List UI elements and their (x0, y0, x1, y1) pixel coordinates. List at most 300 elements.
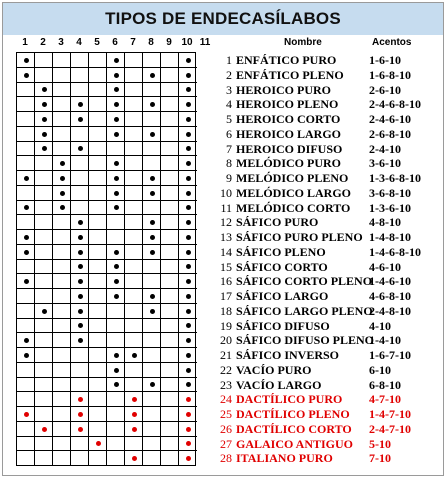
grid-cell (89, 156, 107, 171)
grid-cell (89, 230, 107, 245)
grid-cell (53, 142, 71, 157)
stress-dot (186, 102, 191, 107)
row-number: 17 (220, 289, 232, 303)
accent-pattern: 1-4-6-10 (369, 274, 411, 289)
grid-cell (125, 142, 143, 157)
verse-type-name: MELÓDICO PLENO (236, 171, 349, 185)
accent-pattern: 6-10 (369, 362, 391, 377)
grid-cell (17, 422, 35, 437)
grid-cell (53, 333, 71, 348)
name-column-header: Nombre (284, 37, 322, 48)
accent-pattern: 4-10 (369, 318, 391, 333)
row-number: 22 (220, 362, 232, 377)
grid-cell (161, 230, 179, 245)
grid-cell (161, 156, 179, 171)
grid-cell (53, 127, 71, 142)
stress-dot (186, 191, 191, 196)
verse-type-name: HEROICO DIFUSO (236, 141, 343, 156)
verse-type-name: MELÓDICO LARGO (236, 185, 352, 200)
accent-pattern: 4-6-8-10 (369, 289, 411, 303)
grid-cell (71, 171, 89, 186)
stress-dot (114, 161, 119, 166)
stress-dot (132, 456, 137, 461)
grid-cell (71, 127, 89, 142)
grid-cell (161, 319, 179, 334)
stress-dot (150, 132, 155, 137)
grid-cell (89, 407, 107, 422)
grid-cell (161, 437, 179, 452)
stress-dot (60, 191, 65, 196)
stress-dot (150, 309, 155, 314)
stress-dot (132, 397, 137, 402)
verse-type-name: HEROICO PLENO (236, 97, 339, 112)
grid-cell (53, 260, 71, 275)
row-number: 12 (220, 215, 232, 230)
grid-cell (161, 422, 179, 437)
grid-cell (143, 363, 161, 378)
grid-cell (89, 304, 107, 319)
grid-cell (161, 201, 179, 216)
stress-dot (186, 132, 191, 137)
stress-dot (186, 338, 191, 343)
row-number: 23 (220, 377, 232, 392)
stress-dot (42, 309, 47, 314)
accents-column-header: Acentos (372, 37, 412, 48)
stress-dot (114, 58, 119, 63)
row-number: 5 (226, 112, 232, 126)
stress-dot (186, 264, 191, 269)
stress-dot (24, 176, 29, 181)
stress-dot (78, 427, 83, 432)
grid-cell (71, 83, 89, 98)
grid-cell (53, 97, 71, 112)
grid-cell (161, 392, 179, 407)
stress-dot (96, 441, 101, 446)
row-number: 15 (220, 259, 232, 274)
column-number: 6 (112, 37, 118, 48)
stress-dot (114, 132, 119, 137)
grid-cell (161, 245, 179, 260)
grid-cell (71, 68, 89, 83)
stress-dot (114, 87, 119, 92)
grid-cell (17, 112, 35, 127)
grid-cell (89, 392, 107, 407)
grid-cell (125, 215, 143, 230)
grid-cell (35, 451, 53, 466)
grid-cell (143, 142, 161, 157)
column-number: 11 (199, 37, 211, 48)
grid-cell (53, 451, 71, 466)
verse-type-name: SÁFICO LARGO (236, 289, 329, 303)
grid-cell (53, 245, 71, 260)
accent-pattern: 1-4-6-8-10 (369, 244, 421, 259)
grid-cell (161, 378, 179, 393)
verse-type-name: VACÍO LARGO (236, 377, 322, 392)
row-number: 2 (226, 67, 232, 82)
grid-cell (53, 319, 71, 334)
grid-cell (89, 245, 107, 260)
stress-dot (150, 220, 155, 225)
grid-cell (125, 186, 143, 201)
stress-dot (186, 382, 191, 387)
grid-cell (125, 97, 143, 112)
grid-cell (161, 186, 179, 201)
stress-dot (186, 87, 191, 92)
grid-cell (89, 68, 107, 83)
stress-dot (150, 102, 155, 107)
grid-cell (17, 289, 35, 304)
stress-dot (24, 205, 29, 210)
grid-cell (125, 274, 143, 289)
stress-dot (78, 412, 83, 417)
grid-cell (107, 230, 125, 245)
grid-cell (53, 83, 71, 98)
grid-cell (143, 407, 161, 422)
stress-dot (78, 397, 83, 402)
grid-cell (89, 422, 107, 437)
stress-dot (114, 102, 119, 107)
row-number: 3 (226, 82, 232, 97)
grid-cell (89, 363, 107, 378)
grid-cell (107, 422, 125, 437)
grid-cell (107, 437, 125, 452)
syllable-grid (16, 52, 196, 466)
grid-cell (143, 437, 161, 452)
verse-type-name: SÁFICO PURO PLENO (236, 230, 363, 244)
grid-cell (53, 304, 71, 319)
grid-cell (125, 68, 143, 83)
grid-cell (53, 363, 71, 378)
stress-dot (114, 205, 119, 210)
grid-cell (161, 53, 179, 68)
stress-dot (24, 412, 29, 417)
grid-cell (125, 363, 143, 378)
grid-cell (89, 378, 107, 393)
stress-dot (24, 250, 29, 255)
verse-type-name: DACTÍLICO PLENO (236, 407, 350, 421)
stress-dot (78, 117, 83, 122)
row-number: 26 (220, 421, 232, 436)
grid-cell (89, 289, 107, 304)
stress-dot (78, 279, 83, 284)
stress-dot (186, 427, 191, 432)
grid-cell (71, 53, 89, 68)
row-number: 1 (226, 53, 232, 67)
grid-cell (107, 392, 125, 407)
accent-pattern: 1-4-10 (369, 333, 401, 348)
grid-cell (161, 83, 179, 98)
grid-cell (161, 407, 179, 422)
stress-dot (78, 220, 83, 225)
verse-type-name: SÁFICO DIFUSO PLENO (236, 333, 375, 348)
grid-cell (89, 348, 107, 363)
grid-cell (17, 392, 35, 407)
verse-type-name: SÁFICO CORTO (236, 259, 328, 274)
stress-dot (150, 191, 155, 196)
column-number: 5 (94, 37, 100, 48)
stress-dot (114, 191, 119, 196)
grid-cell (125, 53, 143, 68)
grid-cell (53, 407, 71, 422)
grid-cell (35, 230, 53, 245)
grid-cell (53, 392, 71, 407)
grid-cell (143, 348, 161, 363)
grid-cell (125, 156, 143, 171)
row-number: 4 (226, 97, 232, 112)
grid-cell (161, 68, 179, 83)
grid-cell (89, 201, 107, 216)
accent-pattern: 4-6-10 (369, 259, 401, 274)
stress-dot (24, 235, 29, 240)
grid-cell (17, 319, 35, 334)
accent-pattern: 2-4-6-8-10 (369, 97, 421, 112)
grid-cell (35, 274, 53, 289)
grid-cell (89, 83, 107, 98)
grid-cell (125, 304, 143, 319)
stress-dot (60, 205, 65, 210)
stress-dot (186, 309, 191, 314)
accent-pattern: 1-6-7-10 (369, 348, 411, 362)
verse-type-name: ITALIANO PURO (236, 451, 333, 466)
stress-dot (186, 220, 191, 225)
stress-dot (150, 382, 155, 387)
grid-cell (161, 97, 179, 112)
grid-cell (53, 437, 71, 452)
grid-cell (35, 186, 53, 201)
accent-pattern: 2-6-8-10 (369, 126, 411, 141)
row-number: 13 (220, 230, 232, 244)
grid-cell (161, 260, 179, 275)
stress-dot (132, 412, 137, 417)
grid-cell (53, 378, 71, 393)
grid-cell (125, 333, 143, 348)
row-number: 11 (220, 200, 232, 215)
grid-cell (89, 171, 107, 186)
page-title: TIPOS DE ENDECASÍLABOS (3, 3, 443, 35)
verse-type-name: GALAICO ANTIGUO (236, 436, 354, 451)
grid-cell (89, 274, 107, 289)
grid-cell (89, 260, 107, 275)
grid-cell (17, 215, 35, 230)
stress-dot (186, 205, 191, 210)
stress-dot (24, 338, 29, 343)
grid-cell (143, 201, 161, 216)
grid-cell (143, 319, 161, 334)
verse-type-name: HEROICO LARGO (236, 126, 342, 141)
grid-cell (161, 171, 179, 186)
grid-cell (125, 83, 143, 98)
grid-cell (35, 392, 53, 407)
stress-dot (24, 73, 29, 78)
grid-cell (53, 274, 71, 289)
row-number: 25 (220, 407, 232, 421)
row-number: 14 (220, 244, 232, 259)
grid-cell (161, 289, 179, 304)
stress-dot (186, 279, 191, 284)
verse-type-name: SÁFICO LARGO PLENO (236, 303, 373, 318)
verse-type-name: SÁFICO DIFUSO (236, 318, 330, 333)
verse-type-name: SÁFICO CORTO PLENO (236, 274, 373, 289)
row-number: 10 (220, 185, 232, 200)
accent-pattern: 7-10 (369, 451, 391, 466)
grid-cell (17, 451, 35, 466)
row-number: 9 (226, 171, 232, 185)
grid-cell (143, 422, 161, 437)
stress-dot (186, 73, 191, 78)
verse-type-name: HEROICO CORTO (236, 112, 341, 126)
stress-dot (24, 353, 29, 358)
grid-cell (35, 156, 53, 171)
grid-cell (143, 83, 161, 98)
grid-cell (143, 392, 161, 407)
stress-dot (114, 176, 119, 181)
grid-cell (143, 274, 161, 289)
grid-cell (17, 142, 35, 157)
grid-cell (17, 260, 35, 275)
grid-cell (161, 127, 179, 142)
grid-cell (17, 97, 35, 112)
grid-cell (107, 142, 125, 157)
accent-pattern: 2-4-7-10 (369, 421, 411, 436)
stress-dot (24, 279, 29, 284)
grid-cell (107, 215, 125, 230)
stress-dot (78, 235, 83, 240)
verse-type-name: SÁFICO PLENO (236, 244, 326, 259)
grid-cell (89, 451, 107, 466)
grid-cell (125, 245, 143, 260)
grid-cell (107, 319, 125, 334)
grid-cell (35, 68, 53, 83)
grid-cell (35, 363, 53, 378)
grid-cell (143, 260, 161, 275)
grid-cell (107, 407, 125, 422)
grid-cell (53, 53, 71, 68)
grid-cell (35, 289, 53, 304)
accent-pattern: 2-6-10 (369, 82, 401, 97)
stress-dot (42, 117, 47, 122)
row-number: 8 (226, 156, 232, 171)
verse-type-name: ENFÁTICO PLENO (236, 67, 344, 82)
column-number: 4 (76, 37, 82, 48)
column-number: 1 (22, 37, 28, 48)
grid-cell (161, 142, 179, 157)
grid-cell (89, 215, 107, 230)
stress-dot (186, 294, 191, 299)
grid-cell (161, 274, 179, 289)
row-number: 19 (220, 318, 232, 333)
column-number: 7 (130, 37, 136, 48)
stress-dot (186, 412, 191, 417)
stress-dot (42, 102, 47, 107)
stress-dot (186, 368, 191, 373)
stress-dot (132, 353, 137, 358)
stress-dot (186, 161, 191, 166)
row-number: 21 (220, 348, 232, 362)
grid-cell (71, 348, 89, 363)
stress-dot (186, 441, 191, 446)
grid-cell (125, 319, 143, 334)
grid-cell (17, 304, 35, 319)
verse-type-name: HEROICO PURO (236, 82, 332, 97)
stress-dot (42, 427, 47, 432)
row-number: 27 (220, 436, 232, 451)
stress-dot (186, 250, 191, 255)
stress-dot (114, 353, 119, 358)
verse-type-name: VACÍO PURO (236, 362, 312, 377)
stress-dot (114, 250, 119, 255)
grid-cell (53, 112, 71, 127)
grid-cell (143, 53, 161, 68)
grid-cell (35, 437, 53, 452)
row-number: 28 (220, 451, 232, 466)
stress-dot (150, 235, 155, 240)
stress-dot (186, 58, 191, 63)
stress-dot (150, 250, 155, 255)
grid-cell (89, 142, 107, 157)
stress-dot (78, 102, 83, 107)
stress-dot (78, 338, 83, 343)
grid-cell (125, 260, 143, 275)
stress-dot (78, 294, 83, 299)
grid-cell (125, 171, 143, 186)
stress-dot (132, 427, 137, 432)
grid-cell (17, 83, 35, 98)
stress-dot (114, 264, 119, 269)
stress-dot (186, 353, 191, 358)
grid-cell (161, 348, 179, 363)
stress-dot (24, 58, 29, 63)
row-number: 18 (220, 303, 232, 318)
accent-pattern: 1-6-10 (369, 53, 401, 67)
grid-cell (17, 127, 35, 142)
accent-pattern: 1-3-6-8-10 (369, 171, 421, 185)
grid-cell (35, 378, 53, 393)
column-number: 8 (148, 37, 154, 48)
grid-cell (35, 53, 53, 68)
accent-pattern: 5-10 (369, 436, 391, 451)
grid-cell (35, 260, 53, 275)
grid-cell (17, 156, 35, 171)
stress-dot (78, 250, 83, 255)
stress-dot (78, 146, 83, 151)
grid-cell (71, 363, 89, 378)
grid-cell (89, 333, 107, 348)
grid-cell (107, 333, 125, 348)
grid-cell (71, 378, 89, 393)
grid-cell (53, 348, 71, 363)
stress-dot (42, 132, 47, 137)
grid-cell (35, 333, 53, 348)
accent-pattern: 2-4-6-10 (369, 112, 411, 126)
grid-cell (71, 451, 89, 466)
row-number: 6 (226, 126, 232, 141)
verse-type-name: SÁFICO INVERSO (236, 348, 340, 362)
stress-dot (186, 323, 191, 328)
accent-pattern: 6-8-10 (369, 377, 401, 392)
grid-cell (125, 230, 143, 245)
grid-cell (107, 304, 125, 319)
verse-type-name: DACTÍLICO PURO (236, 392, 343, 407)
accent-pattern: 2-4-10 (369, 141, 401, 156)
grid-cell (35, 215, 53, 230)
stress-dot (114, 294, 119, 299)
grid-cell (17, 378, 35, 393)
grid-cell (53, 422, 71, 437)
grid-cell (89, 127, 107, 142)
column-number: 9 (166, 37, 172, 48)
grid-cell (161, 215, 179, 230)
accent-pattern: 1-3-6-10 (369, 200, 411, 215)
